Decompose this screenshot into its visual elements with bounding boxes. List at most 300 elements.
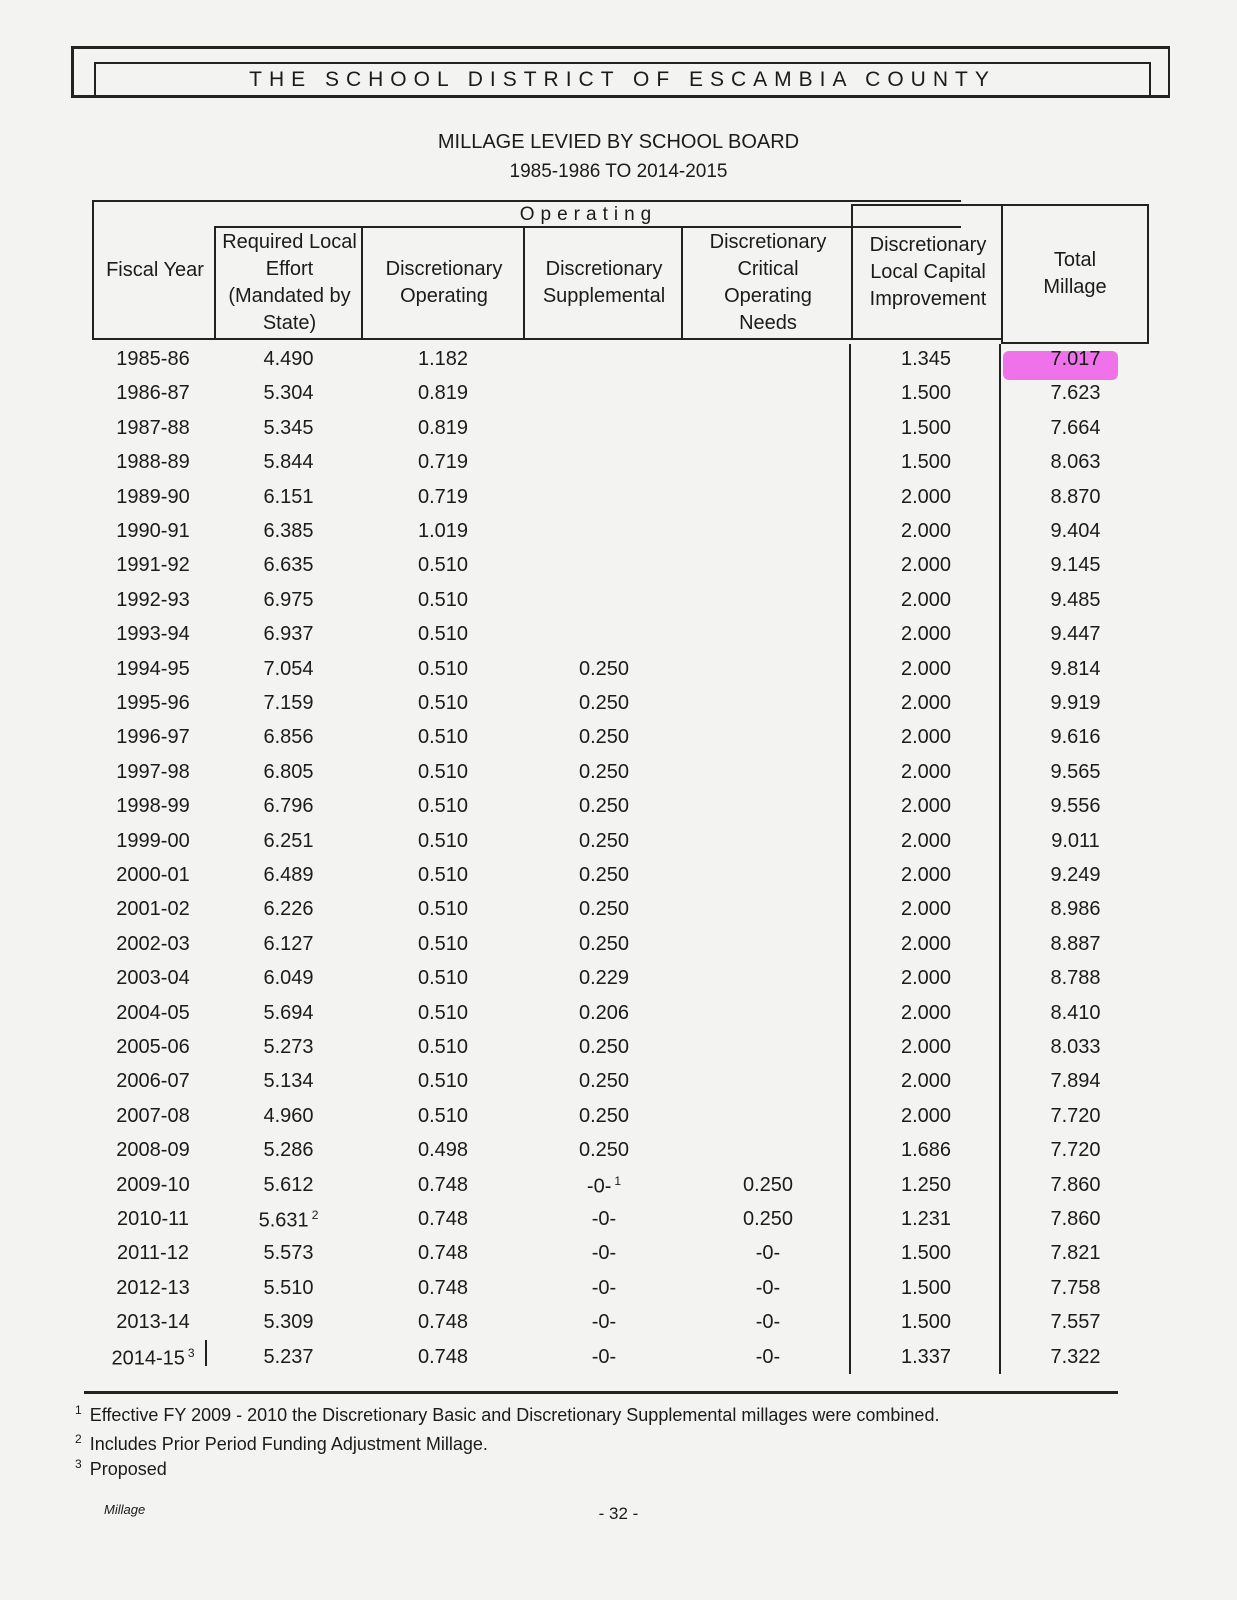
cell-value: 0.719	[417, 451, 469, 474]
cell-total	[1002, 1174, 1149, 1197]
cell-value: 2.000	[900, 485, 952, 508]
cell-ds	[525, 1036, 683, 1059]
cell-value: 6.796	[263, 795, 314, 818]
cell-do	[362, 1002, 524, 1025]
cell-total	[1002, 1105, 1149, 1128]
cell-rle	[216, 1208, 361, 1233]
cell-value: -0-	[591, 1276, 617, 1299]
cell-rle	[216, 486, 361, 509]
cell-value: 2012-13	[116, 1276, 190, 1299]
cell-year	[92, 967, 214, 990]
cell-year	[92, 1346, 214, 1371]
cell-value: 6.226	[263, 898, 314, 921]
cell-cap	[852, 554, 1000, 577]
table-row	[92, 933, 1149, 967]
cell-value: 5.134	[263, 1070, 314, 1093]
cell-value: 5.573	[263, 1242, 314, 1265]
cell-value: 1993-94	[116, 623, 190, 646]
cell-value: 0.748	[417, 1311, 469, 1334]
cell-value: -0-	[755, 1276, 781, 1299]
cell-ds	[525, 795, 683, 818]
cell-value: 0.229	[578, 967, 630, 990]
cell-value: 2003-04	[116, 967, 190, 990]
cell-value: 1995-96	[116, 692, 190, 714]
footnote-text: Proposed	[89, 1459, 167, 1479]
cell-value: 6.385	[263, 520, 314, 542]
cell-rle	[216, 830, 361, 853]
header-discretionary-capital: Discretionary Local Capital Improvement	[851, 204, 1003, 340]
document-title: MILLAGE LEVIED BY SCHOOL BOARD	[437, 131, 800, 153]
cell-total	[1002, 1036, 1149, 1059]
cell-value: -0-	[591, 1242, 617, 1265]
cell-value: 7.054	[263, 657, 314, 680]
cell-value: 1992-93	[116, 588, 190, 611]
cell-value: 1991-92	[116, 554, 190, 577]
cell-year	[92, 1208, 214, 1231]
cell-year	[92, 1070, 214, 1093]
cell-value: 9.565	[1050, 760, 1101, 783]
cell-do	[362, 1174, 524, 1197]
table-row	[92, 623, 1149, 657]
cell-value: 0.510	[417, 967, 469, 990]
cell-value: 2000-01	[116, 864, 190, 886]
cell-ds	[525, 726, 683, 749]
cell-value: 2009-10	[116, 1173, 190, 1196]
cell-total	[1002, 623, 1149, 646]
table-row	[92, 382, 1149, 416]
cell-value: 0.510	[417, 1036, 469, 1058]
cell-year	[92, 1277, 214, 1300]
cell-rle	[216, 554, 361, 577]
cell-value: 0.510	[417, 829, 469, 852]
table-row	[92, 1174, 1149, 1208]
document-title-block	[0, 128, 1237, 186]
cell-value: 1997-98	[116, 760, 190, 783]
cell-do	[362, 623, 524, 646]
cell-rle	[216, 1277, 361, 1300]
cell-value: 9.919	[1050, 692, 1101, 714]
cell-total	[1002, 864, 1149, 887]
cell-year	[92, 795, 214, 818]
cell-cap	[852, 1208, 1000, 1231]
cell-value: 6.635	[263, 554, 314, 577]
cell-rle	[216, 382, 361, 405]
cell-value: 1998-99	[116, 795, 190, 818]
cell-value: 2.000	[900, 1001, 952, 1024]
cell-value: 1999-00	[116, 829, 190, 852]
cell-total	[1002, 830, 1149, 853]
cell-rle	[216, 933, 361, 956]
cell-rle	[216, 1346, 361, 1369]
cell-do	[362, 1242, 524, 1265]
cell-ds	[525, 1208, 683, 1231]
cell-value: 1.337	[900, 1345, 952, 1368]
cell-cap	[852, 623, 1000, 646]
header-fiscal-year: Fiscal Year	[92, 200, 216, 340]
cell-value: 8.410	[1050, 1001, 1101, 1024]
cell-rle	[216, 726, 361, 749]
cell-do	[362, 864, 524, 887]
cell-value: 9.814	[1050, 657, 1101, 680]
cell-value: 7.664	[1050, 416, 1101, 439]
footnote-3	[75, 1457, 167, 1480]
cell-rle	[216, 1139, 361, 1162]
cell-total	[1002, 898, 1149, 921]
cell-value: 0.250	[578, 898, 630, 921]
cell-year	[92, 692, 214, 715]
cell-total	[1002, 726, 1149, 749]
cell-value: 4.960	[263, 1104, 314, 1127]
cell-value: 2.000	[900, 623, 952, 646]
table-row	[92, 417, 1149, 451]
cell-value: 1996-97	[116, 726, 190, 749]
cell-rle	[216, 589, 361, 612]
table-row	[92, 1139, 1149, 1173]
cell-total	[1002, 451, 1149, 474]
table-row	[92, 1036, 1149, 1070]
cell-rle	[216, 864, 361, 887]
cell-value: 6.151	[263, 485, 314, 508]
cell-dc	[684, 1277, 852, 1300]
cell-value: 5.237	[263, 1345, 314, 1368]
cell-value: 6.049	[263, 967, 314, 990]
cell-value: 0.250	[578, 1104, 630, 1127]
cell-do	[362, 1036, 524, 1059]
footnote-text: Includes Prior Period Funding Adjustment Millage.	[89, 1434, 488, 1454]
footnote-mark: 1	[75, 1403, 82, 1417]
table-row	[92, 1346, 1149, 1380]
cell-value: 1990-91	[116, 520, 190, 542]
cell-cap	[852, 520, 1000, 543]
cell-value: 6.975	[263, 588, 314, 611]
cell-value: 2004-05	[116, 1001, 190, 1024]
cell-ds	[525, 1346, 683, 1369]
table-row	[92, 1277, 1149, 1311]
table-row	[92, 830, 1149, 864]
cell-ds	[525, 830, 683, 853]
cell-value: 1.250	[900, 1173, 952, 1196]
cell-value: 9.485	[1050, 588, 1101, 611]
cell-value: 1989-90	[116, 485, 190, 508]
cell-value: 7.821	[1050, 1242, 1101, 1265]
cell-total	[1002, 1346, 1149, 1369]
cell-value: 4.490	[263, 348, 314, 370]
cell-year	[92, 898, 214, 921]
cell-value: 5.612	[263, 1173, 314, 1196]
district-banner: THE SCHOOL DISTRICT OF ESCAMBIA COUNTY	[94, 62, 1151, 98]
cell-ds	[525, 1139, 683, 1162]
cell-year	[92, 1036, 214, 1059]
cell-total	[1002, 692, 1149, 715]
cell-rle	[216, 967, 361, 990]
cell-do	[362, 1105, 524, 1128]
cell-value: -0-	[755, 1345, 781, 1368]
cell-cap	[852, 1002, 1000, 1025]
cell-value: 0.250	[578, 1139, 630, 1162]
cell-total	[1002, 554, 1149, 577]
header-discretionary-critical: Discretionary Critical Operating Needs	[681, 226, 853, 340]
cell-total	[1002, 486, 1149, 509]
table-row	[92, 761, 1149, 795]
cell-value: 0.250	[578, 726, 630, 749]
cell-do	[362, 658, 524, 681]
page-number: - 32 -	[598, 1504, 639, 1523]
header-operating-group: Operating	[216, 200, 961, 228]
cell-value: 0.250	[578, 657, 630, 680]
cell-total	[1002, 417, 1149, 440]
cell-do	[362, 1311, 524, 1334]
cell-value: 7.720	[1050, 1104, 1101, 1127]
cell-value: 2.000	[900, 1070, 952, 1093]
cell-year	[92, 623, 214, 646]
cell-value: 1986-87	[116, 382, 190, 405]
cell-cap	[852, 795, 1000, 818]
cell-value: 0.510	[417, 795, 469, 818]
cell-do	[362, 520, 524, 543]
cell-value: 2.000	[900, 898, 952, 921]
cell-total	[1002, 1139, 1149, 1162]
header-required-local-effort: Required Local Effort (Mandated by State)	[214, 226, 363, 340]
cell-cap	[852, 898, 1000, 921]
cell-value: 2.000	[900, 795, 952, 818]
cell-value: 2.000	[900, 760, 952, 783]
cell-do	[362, 726, 524, 749]
cell-value: 0.819	[417, 382, 469, 405]
cell-rle	[216, 1311, 361, 1334]
cell-value: 0.819	[417, 416, 469, 439]
cell-value: 2.000	[900, 864, 952, 886]
table-row	[92, 726, 1149, 760]
table-row	[92, 1070, 1149, 1104]
cell-do	[362, 967, 524, 990]
cell-value: 2007-08	[116, 1104, 190, 1127]
cell-value: 0.498	[417, 1139, 469, 1162]
cell-value: 9.011	[1051, 829, 1100, 852]
cell-total	[1002, 520, 1149, 543]
cell-value: 0.250	[742, 1208, 794, 1230]
cell-year	[92, 589, 214, 612]
cell-rle	[216, 658, 361, 681]
cell-do	[362, 830, 524, 853]
cell-value: 0.250	[742, 1173, 794, 1196]
cell-value: 1.500	[900, 416, 952, 439]
cell-do	[362, 1070, 524, 1093]
cell-value: 2008-09	[116, 1139, 190, 1162]
cell-value: 7.860	[1050, 1208, 1101, 1230]
cell-cap	[852, 417, 1000, 440]
cell-rle	[216, 1070, 361, 1093]
cell-value: -0-	[586, 1175, 612, 1198]
cell-value: 0.250	[578, 1070, 630, 1093]
cell-cap	[852, 1277, 1000, 1300]
cell-value: 0.510	[417, 623, 469, 646]
cell-value: 9.249	[1050, 864, 1101, 886]
cell-year	[92, 1242, 214, 1265]
cell-value: 2.000	[900, 967, 952, 990]
cell-value: 0.510	[417, 692, 469, 714]
cell-do	[362, 692, 524, 715]
cell-value: 1.686	[900, 1139, 952, 1162]
cell-year	[92, 658, 214, 681]
cell-do	[362, 761, 524, 784]
cell-total	[1002, 589, 1149, 612]
cell-value: 1988-89	[116, 451, 190, 474]
cell-value: 0.510	[417, 1070, 469, 1093]
cell-year	[92, 761, 214, 784]
cell-value: 0.748	[417, 1276, 469, 1299]
footnote-text: Effective FY 2009 - 2010 the Discretionary Basic and Discretionary Supplemental millages were combined.	[89, 1405, 940, 1425]
cell-do	[362, 348, 524, 371]
table-row	[92, 1242, 1149, 1276]
table-row	[92, 967, 1149, 1001]
cell-ds	[525, 1174, 683, 1199]
cell-total	[1002, 382, 1149, 405]
cell-value: 5.304	[263, 382, 314, 405]
cell-cap	[852, 486, 1000, 509]
cell-value: -0-	[591, 1311, 617, 1334]
cell-value: 0.250	[578, 692, 630, 714]
cell-year	[92, 1174, 214, 1197]
cell-value: 7.623	[1050, 382, 1101, 405]
table-row	[92, 520, 1149, 554]
cell-value: 5.510	[263, 1276, 314, 1299]
table-row	[92, 1002, 1149, 1036]
footnote-mark: 2	[75, 1432, 82, 1446]
cell-value: 5.844	[263, 451, 314, 474]
cell-value: 2.000	[900, 554, 952, 577]
cell-year	[92, 451, 214, 474]
cell-cap	[852, 1346, 1000, 1369]
cell-rle	[216, 692, 361, 715]
cell-total	[1002, 1208, 1149, 1231]
cell-value: 1987-88	[116, 416, 190, 439]
cell-value: 2.000	[900, 520, 952, 542]
cell-rle	[216, 623, 361, 646]
cell-value: 5.631	[258, 1209, 309, 1232]
cell-ds	[525, 864, 683, 887]
cell-do	[362, 451, 524, 474]
cell-ds	[525, 1105, 683, 1128]
cell-value: 9.447	[1050, 623, 1101, 646]
cell-cap	[852, 451, 1000, 474]
cell-ds	[525, 1070, 683, 1093]
cell-total	[1002, 1311, 1149, 1334]
cell-cap	[852, 1070, 1000, 1093]
cell-value: 0.510	[417, 588, 469, 611]
cell-ds	[525, 1242, 683, 1265]
cell-value: 0.748	[417, 1345, 469, 1368]
cell-cap	[852, 830, 1000, 853]
cell-ds	[525, 1277, 683, 1300]
cell-do	[362, 1277, 524, 1300]
cell-value: 9.556	[1050, 795, 1101, 818]
cell-cap	[852, 1242, 1000, 1265]
cell-value: 7.557	[1050, 1311, 1101, 1334]
cell-value: 6.937	[263, 623, 314, 646]
cell-value: 2.000	[900, 829, 952, 852]
cell-value: 0.250	[578, 795, 630, 818]
cell-ds	[525, 692, 683, 715]
footer-section-label: Millage	[104, 1502, 146, 1517]
table-header	[92, 200, 1149, 345]
cell-cap	[852, 1311, 1000, 1334]
cell-cap	[852, 1036, 1000, 1059]
cell-year	[92, 933, 214, 956]
cell-value: 8.986	[1050, 898, 1101, 921]
cell-do	[362, 382, 524, 405]
cell-value: 0.510	[417, 726, 469, 749]
cell-value: 2.000	[900, 657, 952, 680]
cell-value: 6.856	[263, 726, 314, 749]
cell-ds	[525, 898, 683, 921]
cell-total	[1002, 1070, 1149, 1093]
cell-value: 8.033	[1050, 1036, 1101, 1058]
cell-value: 2001-02	[116, 898, 190, 921]
cell-footnote-mark: 2	[311, 1208, 319, 1222]
cell-value: 2010-11	[117, 1208, 189, 1230]
cell-ds	[525, 933, 683, 956]
cell-total	[1002, 967, 1149, 990]
cell-rle	[216, 1036, 361, 1059]
cell-year	[92, 830, 214, 853]
table-row	[92, 658, 1149, 692]
cell-year	[92, 726, 214, 749]
cell-cap	[852, 761, 1000, 784]
header-total-millage: Total Millage	[1001, 204, 1149, 344]
cell-value: 0.510	[417, 864, 469, 886]
cell-value: 7.894	[1050, 1070, 1101, 1093]
cell-value: 2006-07	[116, 1070, 190, 1093]
cell-rle	[216, 1174, 361, 1197]
cell-value: 9.145	[1050, 554, 1101, 577]
cell-value: 7.720	[1050, 1139, 1101, 1162]
cell-year	[92, 520, 214, 543]
cell-value: 2002-03	[116, 932, 190, 955]
table-row	[92, 1208, 1149, 1242]
cell-do	[362, 417, 524, 440]
cell-rle	[216, 761, 361, 784]
table-row	[92, 486, 1149, 520]
cell-value: 1.182	[417, 348, 469, 370]
cell-value: 8.063	[1050, 451, 1101, 474]
cell-value: 0.719	[417, 485, 469, 508]
cell-rle	[216, 795, 361, 818]
cell-year	[92, 1139, 214, 1162]
cell-year	[92, 554, 214, 577]
cell-value: 0.510	[417, 1104, 469, 1127]
cell-value: 8.870	[1050, 485, 1101, 508]
cell-cap	[852, 726, 1000, 749]
cell-value: 1994-95	[116, 657, 190, 680]
footnote-mark: 3	[75, 1457, 82, 1471]
cell-value: -0-	[755, 1242, 781, 1265]
cell-dc	[684, 1346, 852, 1369]
cell-value: 0.510	[417, 1001, 469, 1024]
cell-value: 8.887	[1050, 932, 1101, 955]
cell-value: -0-	[591, 1208, 617, 1230]
cell-value: 6.489	[263, 864, 314, 886]
cell-value: 5.286	[263, 1139, 314, 1162]
cell-value: 2.000	[900, 932, 952, 955]
cell-rle	[216, 348, 361, 371]
table-row	[92, 1311, 1149, 1345]
cell-cap	[852, 382, 1000, 405]
cell-value: 0.250	[578, 829, 630, 852]
cell-value: 0.250	[578, 864, 630, 886]
table-row	[92, 451, 1149, 485]
cell-value: 1.500	[900, 1242, 952, 1265]
cell-value: 5.345	[263, 416, 314, 439]
